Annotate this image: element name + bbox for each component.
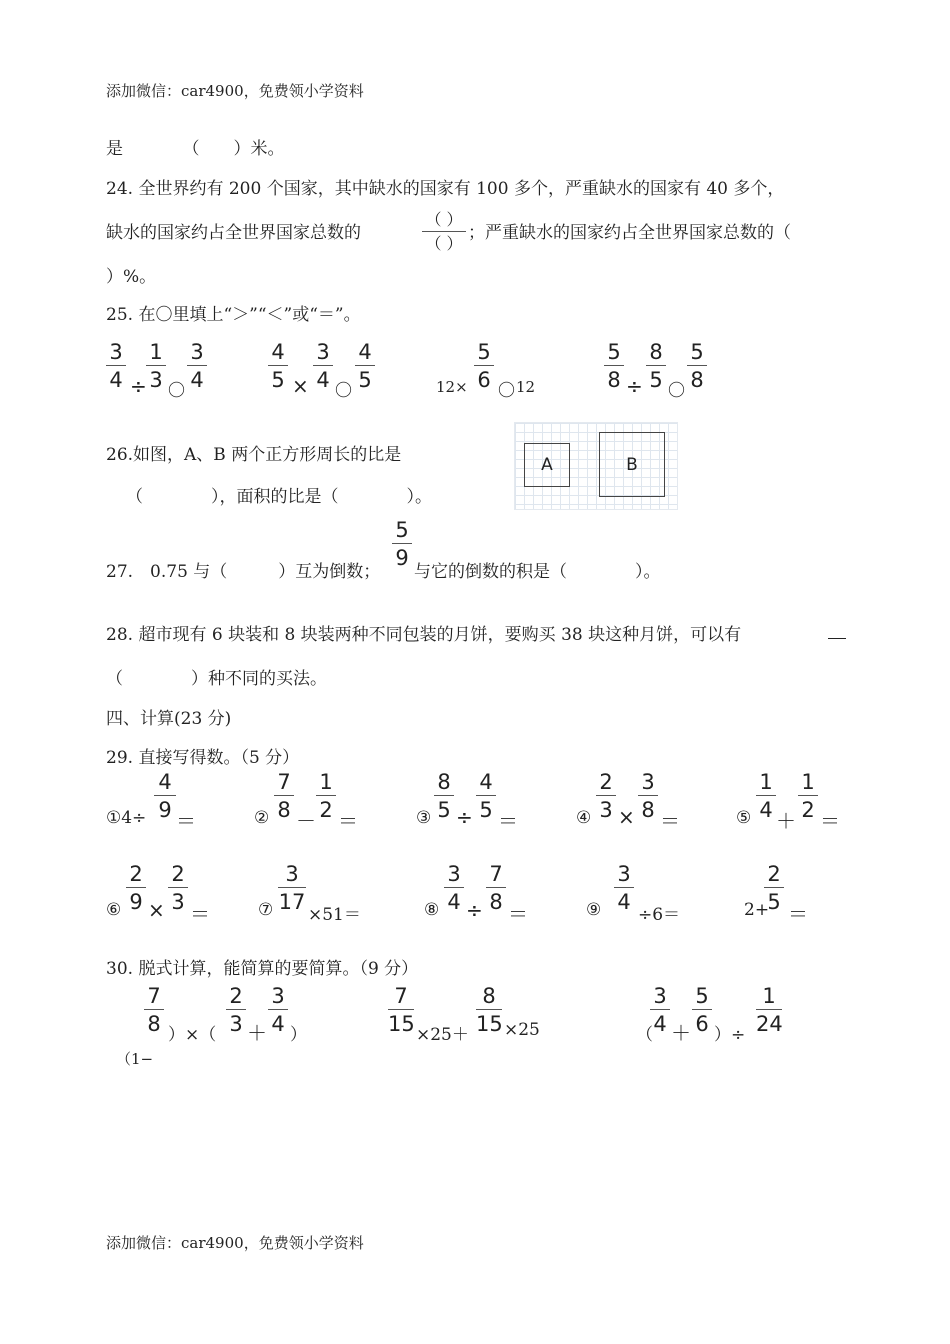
q30-3-frac-f: 3 4 xyxy=(650,984,670,1036)
q23-tail: 是 （ ）米。 xyxy=(106,139,285,159)
q25-1-circle[interactable]: 〇 xyxy=(168,381,185,401)
q24-blank-fraction: （ ） （ ） xyxy=(422,210,466,254)
q30-2-frac-d: 7 15 xyxy=(388,984,415,1036)
q29-2-frac1: 7 8 xyxy=(274,770,294,822)
q29-6-frac1: 2 9 xyxy=(126,862,146,914)
q30-1-close: ）×（ xyxy=(168,1025,217,1045)
q29-2-label: ② xyxy=(254,808,270,828)
q29-3-eq: ＝ xyxy=(498,809,518,833)
q25-1-frac3: 3 4 xyxy=(187,340,207,392)
q29-6-label: ⑥ xyxy=(106,900,122,920)
q27-part-b: 与它的倒数的积是（ ）。 xyxy=(414,562,661,582)
q29-4-label: ④ xyxy=(576,808,592,828)
q30-1-frac-b: 2 3 xyxy=(226,984,246,1036)
q30-3-frac-h: 1 24 xyxy=(756,984,783,1036)
q29-2-frac2: 1 2 xyxy=(316,770,336,822)
q29-9-div6: ÷6＝ xyxy=(638,905,681,925)
q29-2-eq: ＝ xyxy=(338,809,358,833)
q25-1-div: ÷ xyxy=(130,374,147,398)
q30-3-open: （ xyxy=(636,1025,653,1045)
q29-5-frac2: 1 2 xyxy=(798,770,818,822)
q26-line1: 26.如图，A、B 两个正方形周长的比是 xyxy=(106,445,402,465)
q29-3-div: ÷ xyxy=(456,805,473,829)
q29-8-frac2: 7 8 xyxy=(486,862,506,914)
q27-frac: 5 9 xyxy=(392,518,412,570)
header-note: 添加微信：car4900，免费领小学资料 xyxy=(106,82,364,100)
q29-6-frac2: 2 3 xyxy=(168,862,188,914)
q29-3-frac1: 8 5 xyxy=(434,770,454,822)
q25-4-frac2: 8 5 xyxy=(646,340,666,392)
q29-4-times: × xyxy=(618,805,635,829)
q25-title: 25. 在〇里填上“＞”“＜”或“＝”。 xyxy=(106,305,361,325)
q30-3-frac-g: 5 6 xyxy=(692,984,712,1036)
q30-2-x25plus: ×25＋ xyxy=(416,1025,469,1045)
q24-line1: 24. 全世界约有 200 个国家，其中缺水的国家有 100 多个，严重缺水的国家有 40 多个， xyxy=(106,179,785,199)
q25-3-twelve: 12 xyxy=(516,378,536,396)
q25-3-frac: 5 6 xyxy=(474,340,494,392)
q29-3-label: ③ xyxy=(416,808,432,828)
square-b: B xyxy=(599,432,665,497)
q29-9-frac: 3 4 xyxy=(614,862,634,914)
q30-1-plus: ＋ xyxy=(247,1021,267,1045)
q25-3-twelve-times: 12× xyxy=(436,378,468,396)
q29-8-eq: ＝ xyxy=(508,902,528,926)
q25-2-circle[interactable]: 〇 xyxy=(335,381,352,401)
q29-4-eq: ＝ xyxy=(660,809,680,833)
q30-3-plus: ＋ xyxy=(671,1021,691,1045)
q29-6-eq: ＝ xyxy=(190,902,210,926)
q27-part-a: 27. 0.75 与（ ）互为倒数； xyxy=(106,562,381,582)
q29-7-frac: 3 17 xyxy=(278,862,306,914)
q30-2-frac-e: 8 15 xyxy=(476,984,503,1036)
q29-8-div: ÷ xyxy=(466,898,483,922)
q29-9-label: ⑨ xyxy=(586,900,602,920)
q29-4-frac1: 2 3 xyxy=(596,770,616,822)
q28-underline xyxy=(828,638,846,639)
q29-6-times: × xyxy=(148,898,165,922)
q29-7-label: ⑦ xyxy=(258,900,274,920)
q28-line1: 28. 超市现有 6 块装和 8 块装两种不同包装的月饼，要购买 38 块这种月饼，可以有 xyxy=(106,625,742,645)
footer-note: 添加微信：car4900，免费领小学资料 xyxy=(106,1234,364,1252)
q25-4-circle[interactable]: 〇 xyxy=(668,381,685,401)
q25-2-frac2: 3 4 xyxy=(313,340,333,392)
q30-1-start: （1− xyxy=(116,1050,154,1068)
q30-2-x25: ×25 xyxy=(504,1020,540,1040)
q29-4-frac2: 3 8 xyxy=(638,770,658,822)
q30-1-frac-c: 3 4 xyxy=(268,984,288,1036)
q29-5-label: ⑤ xyxy=(736,808,752,828)
q30-1-frac-a: 7 8 xyxy=(144,984,164,1036)
section-4-title: 四、计算(23 分) xyxy=(106,709,232,729)
q30-title: 30. 脱式计算，能简算的要简算。（9 分） xyxy=(106,959,419,979)
q25-1-frac2: 1 3 xyxy=(146,340,166,392)
q25-2-frac1: 4 5 xyxy=(268,340,288,392)
q25-4-div: ÷ xyxy=(626,374,643,398)
q24-line2b: ；严重缺水的国家约占全世界国家总数的（ xyxy=(468,223,791,243)
q29-5-eq: ＝ xyxy=(820,809,840,833)
q25-3-circle[interactable]: 〇 xyxy=(498,381,515,401)
q25-2-times: × xyxy=(292,374,309,398)
q29-1-label: ①4÷ xyxy=(106,808,147,828)
q29-3-frac2: 4 5 xyxy=(476,770,496,822)
q25-1-frac1: 3 4 xyxy=(106,340,126,392)
square-a: A xyxy=(524,443,570,487)
q29-2-minus: － xyxy=(296,809,316,833)
q29-10-frac: 2 5 xyxy=(764,862,784,914)
q29-7-times51: ×51＝ xyxy=(308,905,361,925)
q29-10-eq: ＝ xyxy=(788,902,808,926)
q24-line2a: 缺水的国家约占全世界国家总数的 xyxy=(106,223,361,243)
q29-5-frac1: 1 4 xyxy=(756,770,776,822)
q26-line2: （ ），面积的比是（ ）。 xyxy=(126,487,432,507)
q30-3-close: ）÷ xyxy=(714,1025,746,1045)
q24-line3: ）%。 xyxy=(106,267,157,287)
q28-line2: （ ）种不同的买法。 xyxy=(106,669,327,689)
q29-1-frac: 4 9 xyxy=(154,770,176,822)
q25-2-frac3: 4 5 xyxy=(355,340,375,392)
q29-title: 29. 直接写得数。（5 分） xyxy=(106,748,300,768)
q29-5-plus: ＋ xyxy=(776,809,796,833)
q29-1-eq: ＝ xyxy=(176,809,196,833)
q29-8-frac1: 3 4 xyxy=(444,862,464,914)
q30-1-end: ） xyxy=(290,1025,307,1045)
q25-4-frac1: 5 8 xyxy=(604,340,624,392)
q25-4-frac3: 5 8 xyxy=(687,340,707,392)
q29-8-label: ⑧ xyxy=(424,900,440,920)
q29-10-two-plus: 2+ xyxy=(744,900,770,920)
